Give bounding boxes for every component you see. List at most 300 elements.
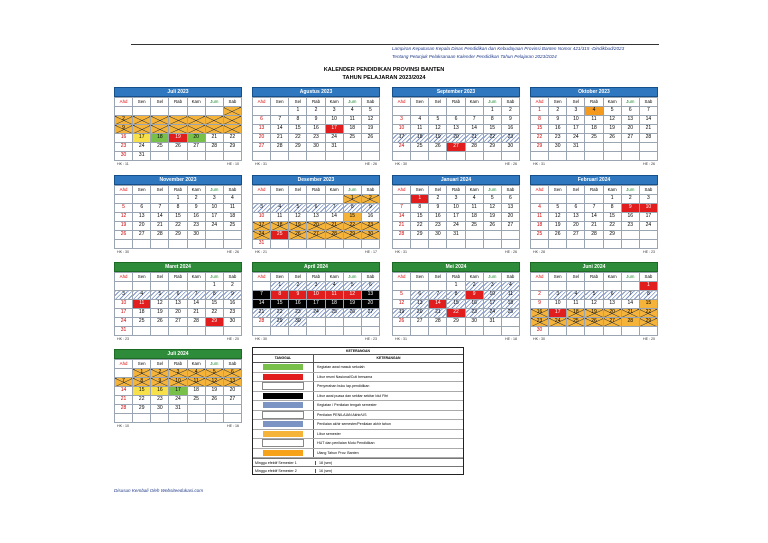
legend-effective-1 [253, 458, 463, 466]
day-cell [205, 240, 223, 249]
legend-row [253, 373, 463, 383]
day-name: Sen [549, 186, 567, 195]
month-table [114, 97, 242, 161]
day-cell: 18 [271, 222, 289, 231]
day-name: Sen [411, 98, 429, 107]
day-cell [169, 240, 187, 249]
day-cell: 10 [115, 300, 133, 309]
day-cell: 26 [603, 134, 621, 143]
day-cell: 26 [549, 231, 567, 240]
legend-row [253, 382, 463, 392]
day-cell: 11 [567, 300, 585, 309]
day-cell: 11 [501, 291, 519, 300]
he-value: HE : 10 [227, 162, 239, 166]
day-cell [603, 152, 621, 161]
legend-row [253, 420, 463, 430]
day-cell: 9 [429, 204, 447, 213]
day-cell: 22 [223, 134, 241, 143]
day-cell: 25 [585, 134, 603, 143]
day-name: Sen [271, 98, 289, 107]
day-cell: 4 [585, 107, 603, 116]
day-cell: 26 [393, 318, 411, 327]
day-cell [169, 327, 187, 336]
day-cell: 12 [585, 300, 603, 309]
month-block [114, 175, 242, 254]
day-cell: 2 [621, 195, 639, 204]
day-cell: 14 [325, 213, 343, 222]
legend-row [253, 392, 463, 402]
day-name: Jum [205, 360, 223, 369]
day-cell [603, 282, 621, 291]
day-cell [567, 240, 585, 249]
day-cell: 22 [271, 309, 289, 318]
day-name: Rab [169, 273, 187, 282]
day-cell [187, 405, 205, 414]
hk-value: HK : 28 [533, 250, 545, 254]
day-cell [361, 152, 379, 161]
day-cell [223, 107, 241, 116]
day-cell: 21 [325, 222, 343, 231]
day-cell: 10 [169, 378, 187, 387]
day-cell [307, 318, 325, 327]
month-title: Oktober 2023 [530, 87, 658, 97]
day-cell: 29 [343, 231, 361, 240]
day-cell [343, 327, 361, 336]
day-name: Sen [133, 186, 151, 195]
day-cell: 26 [343, 309, 361, 318]
month-title: Maret 2024 [114, 262, 242, 272]
day-cell [465, 327, 483, 336]
day-cell: 4 [223, 195, 241, 204]
legend-swatch-cell [253, 439, 314, 448]
day-cell: 1 [603, 195, 621, 204]
day-cell: 23 [223, 309, 241, 318]
day-cell [393, 107, 411, 116]
day-name: Ahd [115, 360, 133, 369]
day-cell: 15 [603, 213, 621, 222]
day-cell: 29 [483, 143, 501, 152]
day-name: Jum [621, 186, 639, 195]
day-cell [501, 231, 519, 240]
day-cell [567, 282, 585, 291]
day-cell: 23 [465, 309, 483, 318]
day-cell: 9 [307, 116, 325, 125]
legend-swatch-cell [253, 363, 314, 372]
day-cell: 13 [603, 300, 621, 309]
day-cell: 7 [253, 291, 271, 300]
day-cell: 21 [115, 396, 133, 405]
day-cell: 11 [465, 204, 483, 213]
day-name: Rab [447, 98, 465, 107]
day-cell [549, 327, 567, 336]
day-cell: 25 [501, 309, 519, 318]
day-cell: 28 [115, 405, 133, 414]
day-cell [169, 152, 187, 161]
day-cell [567, 327, 585, 336]
day-cell: 23 [361, 222, 379, 231]
day-cell [271, 195, 289, 204]
day-cell: 11 [585, 116, 603, 125]
day-name: Rab [585, 186, 603, 195]
month-table [392, 272, 520, 336]
legend-text: Ulang Tahun Prov. Banten [317, 450, 359, 455]
day-cell: 24 [253, 231, 271, 240]
month-title: Mei 2024 [392, 262, 520, 272]
day-cell [639, 240, 657, 249]
day-cell: 27 [307, 231, 325, 240]
day-cell [585, 327, 603, 336]
legend-text: Libur semester [317, 431, 341, 436]
day-cell [133, 116, 151, 125]
day-cell: 29 [289, 143, 307, 152]
day-cell [325, 240, 343, 249]
day-cell: 30 [361, 231, 379, 240]
day-cell: 30 [429, 231, 447, 240]
legend-swatch-cell [253, 401, 314, 410]
day-cell: 23 [501, 134, 519, 143]
day-cell: 4 [187, 369, 205, 378]
day-cell: 24 [169, 396, 187, 405]
day-cell: 6 [361, 282, 379, 291]
day-cell: 15 [411, 213, 429, 222]
day-cell: 24 [447, 222, 465, 231]
day-cell [151, 282, 169, 291]
day-cell: 18 [133, 309, 151, 318]
day-cell [205, 125, 223, 134]
day-name: Sab [639, 186, 657, 195]
legend-header [253, 355, 463, 363]
day-cell: 22 [531, 134, 549, 143]
day-cell [205, 327, 223, 336]
day-cell [603, 240, 621, 249]
day-cell: 7 [585, 204, 603, 213]
day-cell: 21 [621, 309, 639, 318]
day-cell: 15 [271, 300, 289, 309]
day-cell [585, 195, 603, 204]
day-cell [253, 327, 271, 336]
month-summary [392, 161, 520, 166]
he-value: HE : 26 [643, 162, 655, 166]
day-name: Sel [567, 186, 585, 195]
day-cell: 18 [411, 134, 429, 143]
he-value: HE : 20 [227, 337, 239, 341]
day-cell: 4 [465, 195, 483, 204]
day-cell: 8 [603, 204, 621, 213]
day-cell: 22 [205, 309, 223, 318]
legend-text: HUT dan penilaian Mutu Pendidikan [317, 441, 375, 446]
day-cell [169, 116, 187, 125]
day-cell: 27 [501, 222, 519, 231]
day-name: Sab [223, 186, 241, 195]
day-cell: 16 [307, 125, 325, 134]
legend-swatch [263, 393, 303, 399]
day-cell: 2 [187, 195, 205, 204]
day-cell: 30 [465, 318, 483, 327]
month-table [392, 185, 520, 249]
day-cell: 23 [115, 143, 133, 152]
day-cell: 20 [187, 134, 205, 143]
day-cell [501, 318, 519, 327]
day-name: Kam [187, 98, 205, 107]
day-cell: 2 [549, 107, 567, 116]
day-cell: 10 [307, 291, 325, 300]
day-cell: 30 [531, 327, 549, 336]
day-cell: 1 [447, 282, 465, 291]
day-cell: 1 [205, 282, 223, 291]
day-cell: 20 [603, 309, 621, 318]
day-cell: 12 [115, 213, 133, 222]
day-cell [429, 240, 447, 249]
day-cell: 27 [567, 231, 585, 240]
day-cell: 5 [585, 291, 603, 300]
legend-swatch [263, 364, 303, 370]
day-cell: 9 [115, 125, 133, 134]
day-cell [151, 125, 169, 134]
day-name: Sel [151, 186, 169, 195]
day-cell: 13 [567, 213, 585, 222]
day-cell: 5 [483, 195, 501, 204]
day-cell [549, 195, 567, 204]
day-cell [483, 240, 501, 249]
legend-text: Kegiatan awal masuk sekolah [317, 365, 365, 370]
day-cell [621, 240, 639, 249]
day-cell: 31 [115, 327, 133, 336]
day-cell: 20 [621, 125, 639, 134]
day-cell: 1 [271, 282, 289, 291]
day-cell: 18 [151, 134, 169, 143]
day-cell: 20 [411, 309, 429, 318]
legend-swatch [262, 439, 304, 447]
day-cell [411, 282, 429, 291]
day-cell: 23 [151, 396, 169, 405]
day-cell: 13 [621, 116, 639, 125]
day-cell: 24 [205, 222, 223, 231]
month-summary [392, 336, 520, 341]
day-cell: 10 [393, 125, 411, 134]
day-cell: 15 [639, 300, 657, 309]
day-cell: 31 [169, 405, 187, 414]
day-cell: 26 [585, 318, 603, 327]
day-cell [271, 327, 289, 336]
day-cell: 9 [531, 300, 549, 309]
day-cell [289, 240, 307, 249]
day-name: Sel [289, 273, 307, 282]
legend-col-date: TANGGAL [253, 355, 314, 362]
day-cell: 28 [621, 318, 639, 327]
day-cell: 8 [169, 204, 187, 213]
month-summary [252, 336, 380, 341]
day-cell: 17 [325, 125, 343, 134]
day-cell: 13 [307, 213, 325, 222]
day-cell: 3 [253, 204, 271, 213]
day-cell: 27 [253, 143, 271, 152]
day-cell: 7 [639, 107, 657, 116]
day-cell: 29 [531, 143, 549, 152]
legend-eff2-label: Minggu efektif Semester 2 [253, 469, 316, 473]
day-cell: 1 [343, 195, 361, 204]
day-cell: 2 [289, 282, 307, 291]
day-cell: 11 [223, 204, 241, 213]
day-cell: 3 [115, 291, 133, 300]
day-cell [483, 152, 501, 161]
day-cell [169, 125, 187, 134]
day-cell [585, 282, 603, 291]
day-cell: 29 [411, 231, 429, 240]
month-title: November 2023 [114, 175, 242, 185]
day-cell: 22 [411, 222, 429, 231]
day-cell: 19 [603, 125, 621, 134]
day-cell [187, 152, 205, 161]
day-cell [501, 240, 519, 249]
day-name: Sab [361, 273, 379, 282]
hk-value: HK : 30 [255, 337, 267, 341]
day-cell: 28 [639, 134, 657, 143]
day-cell: 14 [271, 125, 289, 134]
day-cell: 3 [447, 195, 465, 204]
day-cell: 15 [205, 300, 223, 309]
day-cell: 18 [465, 213, 483, 222]
legend [252, 347, 464, 475]
day-cell: 8 [411, 204, 429, 213]
day-cell: 28 [393, 231, 411, 240]
day-cell: 7 [465, 116, 483, 125]
day-cell [133, 125, 151, 134]
day-name: Ahd [393, 98, 411, 107]
day-cell [151, 414, 169, 423]
legend-swatch-cell [253, 420, 314, 429]
day-cell: 25 [187, 396, 205, 405]
day-cell [307, 152, 325, 161]
day-cell: 24 [133, 143, 151, 152]
day-cell: 21 [271, 134, 289, 143]
day-name: Sen [133, 98, 151, 107]
day-cell: 2 [223, 282, 241, 291]
day-cell: 12 [603, 116, 621, 125]
day-cell: 1 [531, 107, 549, 116]
day-cell: 6 [253, 116, 271, 125]
day-cell [271, 107, 289, 116]
day-cell: 4 [411, 116, 429, 125]
day-cell [567, 152, 585, 161]
calendar-subtitle: TAHUN PELAJARAN 2023/2024 [342, 75, 426, 81]
day-cell [621, 327, 639, 336]
he-value: HE : 23 [365, 337, 377, 341]
day-cell: 3 [325, 107, 343, 116]
day-cell [393, 152, 411, 161]
day-cell: 5 [429, 116, 447, 125]
day-cell: 28 [465, 143, 483, 152]
day-name: Sab [501, 186, 519, 195]
day-cell: 8 [205, 291, 223, 300]
he-value: HE : 20 [643, 337, 655, 341]
legend-col-desc: KETERANGAN [376, 356, 401, 360]
day-name: Rab [307, 186, 325, 195]
day-cell [531, 240, 549, 249]
header-rule [131, 44, 659, 45]
day-cell: 17 [483, 300, 501, 309]
day-name: Sel [289, 186, 307, 195]
day-name: Sen [133, 273, 151, 282]
he-value: HE : 26 [227, 250, 239, 254]
day-cell: 13 [223, 378, 241, 387]
day-name: Jum [343, 186, 361, 195]
day-cell: 25 [223, 222, 241, 231]
day-cell: 16 [549, 125, 567, 134]
day-cell: 26 [205, 396, 223, 405]
day-cell: 31 [253, 240, 271, 249]
he-value: HE : 26 [505, 250, 517, 254]
day-name: Jum [621, 98, 639, 107]
day-cell: 14 [621, 300, 639, 309]
day-cell [133, 327, 151, 336]
day-cell: 25 [465, 222, 483, 231]
legend-swatch-cell [253, 411, 314, 420]
day-cell: 25 [531, 231, 549, 240]
day-cell: 30 [187, 231, 205, 240]
day-cell [223, 125, 241, 134]
hk-value: HK : 31 [533, 162, 545, 166]
day-cell [307, 195, 325, 204]
day-cell: 1 [411, 195, 429, 204]
legend-row [253, 363, 463, 373]
day-cell [483, 327, 501, 336]
he-value: HE : 17 [365, 250, 377, 254]
day-cell: 8 [483, 116, 501, 125]
day-cell: 31 [483, 318, 501, 327]
day-name: Kam [187, 186, 205, 195]
day-cell: 26 [483, 222, 501, 231]
day-cell [223, 414, 241, 423]
day-cell [115, 240, 133, 249]
month-title: April 2024 [252, 262, 380, 272]
day-cell [361, 143, 379, 152]
day-name: Sab [223, 98, 241, 107]
month-title: Desember 2023 [252, 175, 380, 185]
day-cell [289, 327, 307, 336]
day-cell [205, 414, 223, 423]
day-cell: 18 [187, 387, 205, 396]
day-name: Sab [223, 273, 241, 282]
month-block [252, 87, 380, 166]
day-name: Sel [567, 98, 585, 107]
month-table [530, 97, 658, 161]
day-cell: 4 [343, 107, 361, 116]
day-cell: 16 [361, 213, 379, 222]
day-name: Ahd [531, 186, 549, 195]
day-cell [289, 195, 307, 204]
day-cell: 11 [343, 116, 361, 125]
day-cell: 22 [483, 134, 501, 143]
day-cell [115, 107, 133, 116]
day-cell [205, 116, 223, 125]
day-cell: 21 [429, 309, 447, 318]
day-cell: 19 [429, 134, 447, 143]
month-table [252, 97, 380, 161]
day-cell: 26 [361, 134, 379, 143]
day-cell: 19 [393, 309, 411, 318]
day-name: Kam [465, 186, 483, 195]
day-name: Rab [169, 186, 187, 195]
day-cell [223, 405, 241, 414]
day-cell: 17 [253, 222, 271, 231]
day-cell: 23 [621, 222, 639, 231]
day-cell: 5 [151, 291, 169, 300]
day-cell [361, 318, 379, 327]
day-cell [411, 240, 429, 249]
legend-swatch [262, 411, 304, 419]
day-name: Sab [223, 360, 241, 369]
day-cell [483, 231, 501, 240]
